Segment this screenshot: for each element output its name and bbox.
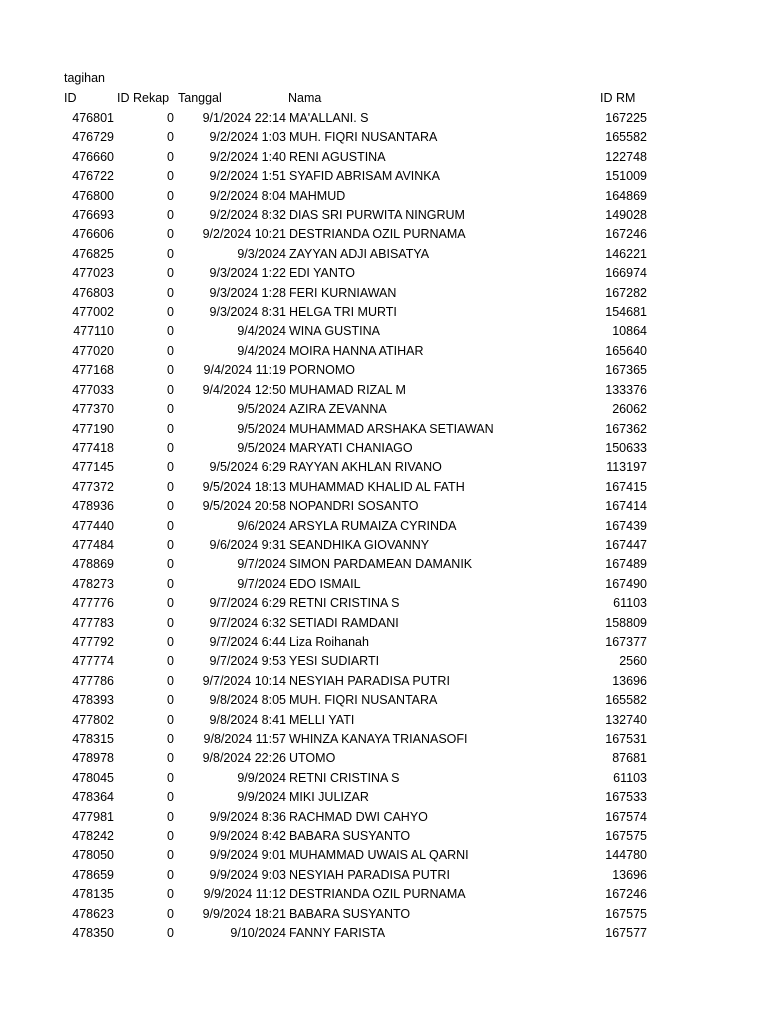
cell-id-rm: 167489	[605, 557, 647, 572]
cell-tanggal: 9/1/2024 22:14	[202, 111, 286, 125]
cell-id-rm: 167531	[605, 732, 647, 746]
cell-nama: WHINZA KANAYA TRIANASOFI	[289, 732, 468, 746]
table-row	[0, 246, 768, 265]
cell-id: 476801	[72, 111, 114, 125]
table-row	[0, 634, 768, 653]
cell-id-rekap: 0	[167, 479, 174, 494]
cell-id: 476729	[72, 130, 114, 145]
cell-id-rekap: 0	[167, 537, 174, 552]
table-row	[0, 401, 768, 420]
cell-id-rekap: 0	[167, 712, 174, 727]
cell-id: 478045	[72, 770, 114, 785]
cell-nama: RETNI CRISTINA S	[289, 596, 400, 611]
cell-id-rm: 167246	[605, 887, 647, 902]
cell-tanggal: 9/8/2024 8:41	[209, 712, 286, 727]
table-row	[0, 809, 768, 828]
cell-id: 477981	[72, 809, 114, 824]
column-header-id-rekap: ID Rekap	[117, 91, 170, 105]
cell-id-rekap: 0	[167, 518, 174, 533]
table-row	[0, 459, 768, 478]
cell-nama: AZIRA ZEVANNA	[289, 402, 387, 417]
cell-id: 477020	[72, 343, 114, 358]
cell-tanggal: 9/9/2024 9:01	[209, 848, 286, 863]
cell-id-rekap: 0	[167, 926, 174, 941]
cell-tanggal: 9/9/2024 11:12	[203, 887, 286, 902]
table-row	[0, 712, 768, 731]
cell-id: 477023	[72, 266, 114, 281]
cell-tanggal: 9/4/2024 11:19	[203, 363, 286, 378]
cell-id-rm: 61103	[613, 770, 647, 785]
cell-id-rekap: 0	[167, 499, 174, 514]
cell-tanggal: 9/7/2024 6:44	[209, 634, 286, 649]
cell-nama: DIAS SRI PURWITA NINGRUM	[289, 208, 465, 223]
cell-id-rm: 167282	[605, 285, 647, 300]
cell-tanggal: 9/2/2024 1:40	[209, 149, 286, 164]
cell-nama: MA'ALLANI. S	[289, 111, 369, 125]
cell-id: 477002	[72, 305, 114, 320]
table-row	[0, 615, 768, 634]
cell-id-rekap: 0	[167, 887, 174, 902]
cell-tanggal: 9/2/2024 1:51	[209, 169, 286, 184]
cell-tanggal: 9/5/2024 18:13	[202, 479, 286, 494]
table-row	[0, 479, 768, 498]
cell-nama: MUHAMAD RIZAL M	[289, 382, 406, 397]
cell-nama: PORNOMO	[289, 363, 355, 378]
cell-id: 478978	[72, 751, 114, 766]
table-row	[0, 304, 768, 323]
cell-id: 476800	[72, 188, 114, 203]
cell-id-rekap: 0	[167, 576, 174, 591]
cell-id-rm: 167377	[605, 634, 647, 649]
cell-tanggal: 9/2/2024 1:03	[209, 130, 286, 145]
cell-id: 477370	[72, 402, 114, 417]
cell-nama: RENI AGUSTINA	[289, 149, 386, 164]
cell-id-rekap: 0	[167, 732, 174, 746]
cell-id-rm: 164869	[605, 188, 647, 203]
cell-nama: BABARA SUSYANTO	[289, 829, 411, 844]
cell-id-rm: 167439	[605, 518, 647, 533]
cell-id-rm: 144780	[605, 848, 647, 863]
cell-nama: HELGA TRI MURTI	[289, 305, 397, 320]
cell-id-rekap: 0	[167, 149, 174, 164]
cell-id-rekap: 0	[167, 693, 174, 708]
cell-nama: MIKI JULIZAR	[289, 790, 369, 805]
cell-id: 476825	[72, 246, 114, 261]
cell-id-rekap: 0	[167, 324, 174, 339]
cell-id-rm: 166974	[605, 266, 647, 281]
table-row	[0, 770, 768, 789]
cell-nama: DESTRIANDA OZIL PURNAMA	[289, 887, 466, 902]
cell-tanggal: 9/5/2024	[237, 402, 286, 417]
cell-nama: FERI KURNIAWAN	[289, 285, 397, 300]
cell-id-rekap: 0	[167, 829, 174, 844]
cell-nama: SIMON PARDAMEAN DAMANIK	[289, 557, 473, 572]
table-row	[0, 692, 768, 711]
cell-nama: MELLI YATI	[289, 712, 355, 727]
cell-nama: ZAYYAN ADJI ABISATYA	[289, 246, 430, 261]
cell-id: 478623	[72, 906, 114, 921]
cell-id: 478350	[72, 926, 114, 941]
table-row	[0, 265, 768, 284]
cell-id: 478869	[72, 557, 114, 572]
cell-tanggal: 9/8/2024 11:57	[203, 732, 286, 746]
cell-tanggal: 9/4/2024	[237, 324, 286, 339]
cell-nama: BABARA SUSYANTO	[289, 906, 411, 921]
cell-id-rm: 167246	[605, 227, 647, 242]
table-row	[0, 149, 768, 168]
table-row	[0, 595, 768, 614]
cell-tanggal: 9/7/2024 6:29	[209, 596, 286, 611]
cell-id-rekap: 0	[167, 751, 174, 766]
cell-tanggal: 9/7/2024	[237, 576, 286, 591]
cell-nama: SEANDHIKA GIOVANNY	[289, 537, 430, 552]
cell-id: 476660	[72, 149, 114, 164]
cell-id-rm: 87681	[612, 751, 647, 766]
table-body	[0, 110, 768, 944]
table-row	[0, 750, 768, 769]
table-row	[0, 906, 768, 925]
cell-tanggal: 9/5/2024 20:58	[202, 499, 286, 514]
cell-id-rm: 165582	[605, 693, 647, 708]
cell-nama: MAHMUD	[289, 188, 346, 203]
cell-id-rekap: 0	[167, 188, 174, 203]
cell-id-rekap: 0	[167, 867, 174, 882]
cell-nama: SYAFID ABRISAM AVINKA	[289, 169, 440, 184]
cell-tanggal: 9/4/2024 12:50	[202, 382, 286, 397]
cell-id: 477802	[72, 712, 114, 727]
cell-nama: MARYATI CHANIAGO	[289, 440, 413, 455]
table-row	[0, 362, 768, 381]
table-row	[0, 421, 768, 440]
cell-nama: EDI YANTO	[289, 266, 355, 281]
cell-nama: EDO ISMAIL	[289, 576, 361, 591]
table-row	[0, 129, 768, 148]
cell-id: 478135	[72, 887, 114, 902]
cell-id-rm: 167225	[605, 111, 647, 125]
cell-id-rm: 167447	[605, 537, 647, 552]
cell-id: 477792	[72, 634, 114, 649]
cell-id-rekap: 0	[167, 382, 174, 397]
cell-tanggal: 9/3/2024 1:22	[209, 266, 286, 281]
cell-id-rm: 26062	[612, 402, 647, 417]
cell-id: 477783	[72, 615, 114, 630]
cell-tanggal: 9/8/2024 8:05	[209, 693, 286, 708]
cell-id-rekap: 0	[167, 809, 174, 824]
table-row	[0, 789, 768, 808]
cell-tanggal: 9/6/2024	[237, 518, 286, 533]
cell-nama: Liza Roihanah	[289, 634, 369, 649]
cell-nama: NOPANDRI SOSANTO	[289, 499, 419, 514]
cell-id-rekap: 0	[167, 111, 174, 125]
cell-tanggal: 9/9/2024 9:03	[209, 867, 286, 882]
cell-id-rekap: 0	[167, 615, 174, 630]
cell-nama: UTOMO	[289, 751, 336, 766]
cell-id-rekap: 0	[167, 596, 174, 611]
column-header-nama: Nama	[288, 91, 322, 105]
cell-nama: NESYIAH PARADISA PUTRI	[289, 867, 450, 882]
sheet-title: tagihan	[64, 71, 106, 85]
cell-id: 477418	[72, 440, 114, 455]
cell-id-rekap: 0	[167, 557, 174, 572]
cell-nama: YESI SUDIARTI	[289, 654, 380, 669]
cell-id-rekap: 0	[167, 363, 174, 378]
cell-id-rekap: 0	[167, 343, 174, 358]
cell-tanggal: 9/9/2024	[237, 790, 286, 805]
cell-nama: WINA GUSTINA	[289, 324, 380, 339]
table-row	[0, 653, 768, 672]
cell-id-rm: 167577	[605, 926, 647, 941]
cell-id: 478242	[72, 829, 114, 844]
table-row	[0, 382, 768, 401]
cell-tanggal: 9/6/2024 9:31	[209, 537, 286, 552]
cell-id: 476803	[72, 285, 114, 300]
cell-id-rekap: 0	[167, 266, 174, 281]
cell-id-rm: 151009	[605, 169, 647, 184]
cell-id: 477484	[72, 537, 114, 552]
table-row	[0, 847, 768, 866]
cell-id: 477110	[73, 324, 114, 339]
cell-id-rekap: 0	[167, 246, 174, 261]
cell-tanggal: 9/4/2024	[237, 343, 286, 358]
cell-id: 477776	[72, 596, 114, 611]
cell-id: 478659	[72, 867, 114, 882]
cell-tanggal: 9/2/2024 8:04	[209, 188, 286, 203]
cell-id-rekap: 0	[167, 285, 174, 300]
cell-tanggal: 9/3/2024 8:31	[209, 305, 286, 320]
cell-tanggal: 9/2/2024 10:21	[202, 227, 286, 242]
cell-nama: DESTRIANDA OZIL PURNAMA	[289, 227, 466, 242]
cell-nama: SETIADI RAMDANI	[289, 615, 399, 630]
cell-id-rm: 133376	[605, 382, 647, 397]
cell-tanggal: 9/5/2024 6:29	[209, 460, 286, 475]
cell-tanggal: 9/8/2024 22:26	[202, 751, 286, 766]
cell-id: 478393	[72, 693, 114, 708]
cell-tanggal: 9/10/2024	[230, 926, 286, 941]
column-header-id: ID	[64, 91, 77, 105]
table-row	[0, 518, 768, 537]
cell-nama: MUHAMMAD ARSHAKA SETIAWAN	[289, 421, 494, 436]
cell-id-rekap: 0	[167, 654, 174, 669]
cell-nama: RETNI CRISTINA S	[289, 770, 400, 785]
cell-id-rm: 154681	[605, 305, 647, 320]
table-row	[0, 285, 768, 304]
table-row	[0, 168, 768, 187]
cell-nama: MUH. FIQRI NUSANTARA	[289, 693, 438, 708]
cell-id-rm: 167533	[605, 790, 647, 805]
column-header-tanggal: Tanggal	[178, 91, 222, 105]
cell-nama: NESYIAH PARADISA PUTRI	[289, 673, 450, 688]
cell-id-rekap: 0	[167, 770, 174, 785]
cell-nama: MUH. FIQRI NUSANTARA	[289, 130, 438, 145]
cell-id-rekap: 0	[167, 790, 174, 805]
cell-id-rm: 165582	[605, 130, 647, 145]
cell-id: 478315	[72, 732, 114, 746]
cell-id: 476606	[72, 227, 114, 242]
cell-id-rekap: 0	[167, 227, 174, 242]
cell-id: 476722	[72, 169, 114, 184]
cell-id-rekap: 0	[167, 440, 174, 455]
table-row	[0, 867, 768, 886]
cell-id-rm: 149028	[605, 208, 647, 223]
cell-id-rm: 13696	[612, 673, 647, 688]
cell-nama: ARSYLA RUMAIZA CYRINDA	[289, 518, 457, 533]
cell-id-rm: 167575	[605, 906, 647, 921]
cell-id: 478936	[72, 499, 114, 514]
cell-id-rm: 122748	[605, 149, 647, 164]
cell-tanggal: 9/9/2024 8:42	[209, 829, 286, 844]
cell-id-rm: 167415	[605, 479, 647, 494]
cell-nama: MUHAMMAD KHALID AL FATH	[289, 479, 465, 494]
cell-nama: MOIRA HANNA ATIHAR	[289, 343, 424, 358]
cell-id: 477440	[72, 518, 114, 533]
cell-tanggal: 9/9/2024 18:21	[202, 906, 286, 921]
cell-id-rekap: 0	[167, 906, 174, 921]
cell-id-rekap: 0	[167, 208, 174, 223]
table-row	[0, 673, 768, 692]
table-row	[0, 110, 768, 129]
table-row	[0, 925, 768, 944]
table-row	[0, 731, 768, 750]
cell-tanggal: 9/5/2024	[237, 440, 286, 455]
table-row	[0, 537, 768, 556]
table-row	[0, 576, 768, 595]
table-row	[0, 323, 768, 342]
cell-id-rekap: 0	[167, 305, 174, 320]
cell-id: 478364	[72, 790, 114, 805]
cell-id-rekap: 0	[167, 421, 174, 436]
cell-id-rm: 13696	[612, 867, 647, 882]
cell-nama: RACHMAD DWI CAHYO	[289, 809, 428, 824]
cell-tanggal: 9/7/2024 6:32	[209, 615, 286, 630]
cell-id-rekap: 0	[167, 634, 174, 649]
table-row	[0, 556, 768, 575]
cell-tanggal: 9/5/2024	[237, 421, 286, 436]
cell-id-rm: 167575	[605, 829, 647, 844]
cell-tanggal: 9/9/2024	[237, 770, 286, 785]
cell-id: 477190	[72, 421, 114, 436]
cell-id-rm: 146221	[605, 246, 647, 261]
cell-id: 477786	[72, 673, 114, 688]
cell-id: 478273	[72, 576, 114, 591]
cell-id: 477033	[72, 382, 114, 397]
table-row	[0, 828, 768, 847]
cell-id-rm: 113197	[606, 460, 647, 475]
cell-id-rm: 167490	[605, 576, 647, 591]
table-row	[0, 498, 768, 517]
cell-tanggal: 9/7/2024 9:53	[209, 654, 286, 669]
table-row	[0, 207, 768, 226]
cell-id-rm: 165640	[605, 343, 647, 358]
cell-id-rm: 167362	[605, 421, 647, 436]
cell-id-rm: 61103	[613, 596, 647, 611]
cell-id: 477168	[72, 363, 114, 378]
cell-tanggal: 9/3/2024 1:28	[209, 285, 286, 300]
cell-id-rm: 167574	[605, 809, 647, 824]
cell-id-rm: 150633	[605, 440, 647, 455]
cell-nama: MUHAMMAD UWAIS AL QARNI	[289, 848, 469, 863]
cell-id-rekap: 0	[167, 130, 174, 145]
cell-id: 476693	[72, 208, 114, 223]
cell-nama: FANNY FARISTA	[289, 926, 386, 941]
cell-id: 477372	[72, 479, 114, 494]
cell-id-rm: 158809	[605, 615, 647, 630]
cell-id-rm: 2560	[619, 654, 647, 669]
table-row	[0, 226, 768, 245]
cell-id: 477145	[72, 460, 114, 475]
cell-id: 478050	[72, 848, 114, 863]
cell-id-rekap: 0	[167, 169, 174, 184]
column-header-id-rm: ID RM	[600, 91, 636, 105]
cell-id-rekap: 0	[167, 673, 174, 688]
cell-nama: RAYYAN AKHLAN RIVANO	[289, 460, 442, 475]
cell-id-rekap: 0	[167, 460, 174, 475]
cell-id-rm: 132740	[605, 712, 647, 727]
cell-tanggal: 9/3/2024	[237, 246, 286, 261]
cell-id-rekap: 0	[167, 848, 174, 863]
cell-id-rekap: 0	[167, 402, 174, 417]
table-row	[0, 440, 768, 459]
table-row	[0, 188, 768, 207]
cell-tanggal: 9/7/2024	[237, 557, 286, 572]
cell-id-rm: 10864	[612, 324, 647, 339]
cell-tanggal: 9/9/2024 8:36	[209, 809, 286, 824]
cell-id-rm: 167365	[605, 363, 647, 378]
cell-id: 477774	[72, 654, 114, 669]
cell-id-rm: 167414	[605, 499, 647, 514]
cell-tanggal: 9/2/2024 8:32	[209, 208, 286, 223]
table-row	[0, 886, 768, 905]
table-row	[0, 343, 768, 362]
cell-tanggal: 9/7/2024 10:14	[202, 673, 286, 688]
